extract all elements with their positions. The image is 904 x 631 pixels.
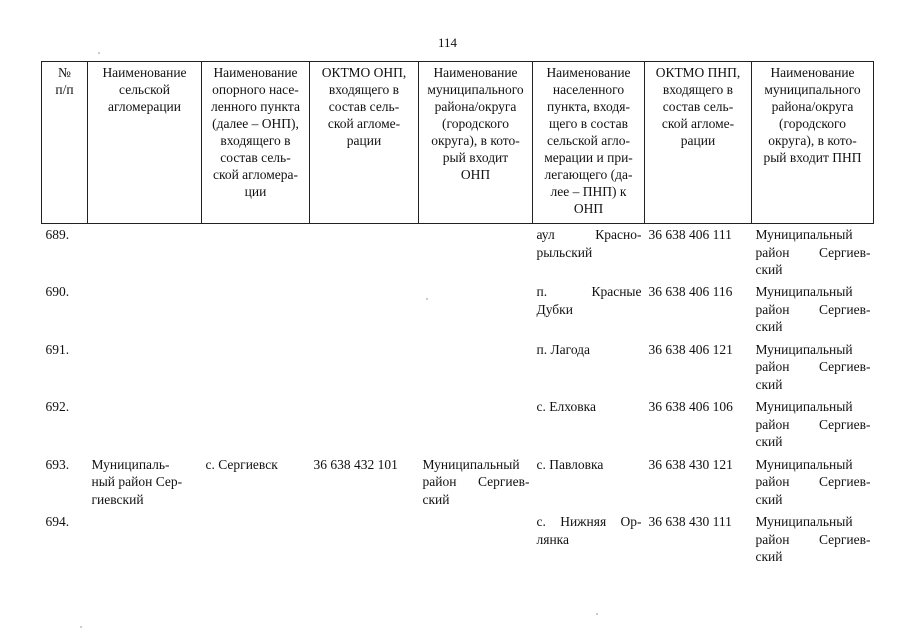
cell-pnp-oktmo: 36 638 430 111 (648, 514, 732, 529)
header-line: входящего в (328, 82, 400, 97)
scan-speck (98, 52, 100, 54)
header-line: лее – ПНП) к (550, 184, 627, 199)
header-line: муниципального (764, 82, 861, 97)
pnp-district-word: Сергиев- (818, 301, 871, 317)
pnp-name-line (537, 301, 642, 319)
cell-onp-district (419, 281, 533, 339)
cell-number: 694. (45, 514, 70, 529)
cell-pnp-oktmo: 36 638 406 116 (648, 284, 733, 299)
pnp-name-line (537, 244, 642, 262)
header-line: мерации и при- (544, 150, 633, 165)
pnp-name-word: Красные (591, 284, 642, 299)
pnp-district-word: Муниципальный (755, 341, 853, 357)
pnp-name-word: рыльский (536, 244, 593, 260)
header-line: п/п (55, 82, 74, 97)
cell-pnp-district (752, 281, 874, 339)
cell-onp-oktmo (310, 281, 419, 339)
pnp-district-line (756, 513, 871, 531)
cell-pnp-name (533, 224, 645, 282)
header-pnp-oktmo (645, 62, 752, 224)
cell-onp-oktmo (310, 224, 419, 282)
pnp-district-line (756, 261, 871, 279)
pnp-district-word: ский (755, 262, 783, 277)
agglomeration-word: Муниципаль- (91, 456, 170, 472)
header-pnp-district (752, 62, 874, 224)
pnp-district-word: Муниципальный (755, 514, 853, 529)
pnp-district-word: ский (755, 549, 783, 564)
header-line: Наименование (770, 65, 855, 80)
pnp-district-line (756, 283, 871, 301)
pnp-district-line (756, 341, 871, 359)
header-line: сельской агло- (546, 133, 631, 148)
header-line: состав сель- (220, 150, 291, 165)
header-line: (городского (779, 116, 846, 131)
header-line: (городского (442, 116, 509, 131)
pnp-name-word: п. (536, 284, 548, 299)
cell-pnp-oktmo: 36 638 406 111 (648, 227, 732, 242)
onp-district-word: ский (422, 491, 450, 507)
pnp-district-word: Муниципальный (755, 284, 853, 299)
pnp-district-line (756, 416, 871, 434)
cell-onp-district (419, 396, 533, 454)
cell-onp-name (202, 511, 310, 569)
cell-onp-oktmo (310, 339, 419, 397)
header-onp-district (419, 62, 533, 224)
header-line: района/округа (771, 99, 854, 114)
header-line: ской агломера- (212, 167, 299, 182)
cell-onp-name (202, 396, 310, 454)
pnp-district-word: район (755, 244, 790, 260)
pnp-name-line (537, 341, 642, 359)
header-line: агломерации (107, 99, 182, 114)
header-agglomeration (88, 62, 202, 224)
cell-agglomeration (88, 339, 202, 397)
cell-onp-name: с. Сергиевск (205, 456, 278, 472)
header-line: легающего (да- (544, 167, 633, 182)
pnp-district-word: район (755, 531, 790, 547)
cell-pnp-name (533, 511, 645, 569)
header-line: ленного пункта (211, 99, 300, 114)
pnp-district-word: Муниципальный (755, 399, 853, 414)
header-line: сельской (119, 82, 170, 97)
header-line: входящего в (220, 133, 291, 148)
agglomeration-line (92, 491, 199, 509)
header-line: рации (346, 133, 382, 148)
cell-pnp-name (533, 281, 645, 339)
pnp-district-word: Сергиев- (818, 359, 871, 374)
cell-pnp-name (533, 454, 645, 512)
header-line: рый входит ПНП (763, 150, 862, 165)
pnp-district-word: ский (755, 376, 783, 392)
cell-agglomeration (88, 224, 202, 282)
header-line: Наименование (102, 65, 187, 80)
pnp-district-word: район (755, 416, 790, 432)
agglomeration-line (92, 473, 199, 491)
pnp-district-word: Сергиев- (818, 244, 871, 260)
header-line: ОНП (573, 201, 604, 216)
header-line: округа), в кото- (431, 133, 520, 148)
pnp-district-word: район (755, 359, 790, 374)
pnp-name-line (537, 531, 642, 549)
page-number: 114 (438, 35, 458, 50)
pnp-district-line (756, 456, 871, 474)
cell-pnp-district (752, 511, 874, 569)
pnp-district-line (756, 376, 871, 394)
cell-onp-name (202, 224, 310, 282)
header-number (42, 62, 88, 224)
header-line: состав сель- (328, 99, 400, 114)
cell-pnp-oktmo: 36 638 406 106 (648, 399, 733, 414)
pnp-district-line (756, 226, 871, 244)
pnp-district-word: район (755, 301, 790, 317)
header-line: ОКТМО ОНП, (321, 65, 407, 80)
header-line: № (58, 65, 71, 80)
cell-pnp-district (752, 224, 874, 282)
pnp-district-line (756, 301, 871, 319)
cell-number: 691. (45, 341, 70, 357)
cell-pnp-district (752, 396, 874, 454)
agglomeration-word: ный район Сер- (91, 474, 183, 489)
pnp-district-word: Сергиев- (818, 474, 871, 489)
cell-agglomeration (88, 454, 202, 512)
header-line: ОНП (460, 167, 491, 182)
cell-number: 693. (45, 456, 70, 472)
scan-speck (80, 626, 82, 628)
cell-onp-oktmo (310, 396, 419, 454)
pnp-district-line (756, 318, 871, 336)
cell-onp-oktmo: 36 638 432 101 (313, 456, 398, 472)
pnp-district-line (756, 548, 871, 566)
table-row (42, 224, 874, 282)
pnp-name-word: п. Лагода (536, 341, 591, 357)
pnp-name-word: Ор- (620, 514, 642, 529)
cell-onp-oktmo (310, 511, 419, 569)
agglomeration-line (92, 456, 199, 474)
header-line: Наименование (546, 65, 631, 80)
header-line: муниципального (427, 82, 524, 97)
header-line: Наименование (433, 65, 518, 80)
cell-number: 689. (45, 227, 70, 242)
pnp-district-word: ский (755, 319, 783, 334)
pnp-name-line (537, 398, 642, 416)
cell-agglomeration (88, 396, 202, 454)
pnp-district-word: Муниципальный (755, 227, 853, 242)
header-line: Наименование (213, 65, 298, 80)
cell-pnp-oktmo: 36 638 430 121 (648, 456, 733, 472)
cell-number: 690. (45, 284, 70, 299)
pnp-district-line (756, 398, 871, 416)
header-line: опорного насе- (212, 82, 299, 97)
cell-onp-district (419, 511, 533, 569)
table-row (42, 281, 874, 339)
pnp-district-line (756, 491, 871, 509)
agglomeration-word: гиевский (91, 491, 144, 507)
pnp-district-line (756, 531, 871, 549)
header-line: ской агломе- (327, 116, 401, 131)
header-line: населенного (552, 82, 625, 97)
scan-speck (426, 298, 428, 300)
header-line: (далее – ОНП), (212, 116, 299, 131)
header-line: округа), в кото- (768, 133, 857, 148)
cell-pnp-district (752, 454, 874, 512)
pnp-name-word: аул (536, 227, 555, 242)
table-row (42, 396, 874, 454)
onp-district-word: Сергиев- (477, 474, 530, 489)
header-line: рации (680, 133, 716, 148)
cell-pnp-name (533, 396, 645, 454)
header-line: щего в состав (549, 116, 628, 131)
table-body (42, 224, 874, 569)
pnp-district-word: ский (755, 434, 783, 449)
pnp-district-word: Сергиев- (818, 416, 871, 432)
header-line: ОКТМО ПНП, (655, 65, 741, 80)
pnp-name-word: с. (536, 514, 546, 529)
table-row (42, 339, 874, 397)
cell-onp-district (419, 339, 533, 397)
pnp-name-word: Нижняя (560, 514, 607, 529)
onp-district-line (423, 491, 530, 509)
cell-agglomeration (88, 511, 202, 569)
agglomeration-table (41, 61, 874, 569)
pnp-district-word: Сергиев- (818, 531, 871, 547)
onp-district-line (423, 456, 530, 474)
pnp-district-line (756, 358, 871, 376)
pnp-district-line (756, 473, 871, 491)
header-pnp-name (533, 62, 645, 224)
header-line: пункта, входя- (547, 99, 630, 114)
pnp-name-line (537, 513, 642, 531)
pnp-district-line (756, 433, 871, 451)
cell-number: 692. (45, 399, 70, 414)
pnp-name-line (537, 283, 642, 301)
cell-agglomeration (88, 281, 202, 339)
cell-onp-name (202, 339, 310, 397)
cell-onp-district (419, 224, 533, 282)
onp-district-word: Муниципальный (422, 456, 520, 472)
cell-pnp-name (533, 339, 645, 397)
pnp-district-line (756, 244, 871, 262)
cell-onp-district (419, 454, 533, 512)
cell-pnp-oktmo: 36 638 406 121 (648, 341, 733, 357)
table-header-row (42, 62, 874, 224)
table-row (42, 511, 874, 569)
pnp-name-word: Дубки (536, 301, 573, 317)
pnp-name-word: лянка (536, 531, 570, 547)
pnp-district-word: ский (755, 491, 783, 507)
pnp-district-word: район (755, 474, 790, 489)
pnp-name-word: с. Елховка (536, 399, 596, 414)
table-row (42, 454, 874, 512)
scan-speck (596, 613, 598, 615)
header-onp-name (202, 62, 310, 224)
header-line: ской агломе- (661, 116, 735, 131)
header-line: состав сель- (662, 99, 734, 114)
pnp-name-word: с. Павловка (536, 456, 604, 472)
pnp-name-line (537, 226, 642, 244)
header-line: входящего в (662, 82, 734, 97)
cell-onp-name (202, 281, 310, 339)
onp-district-line (423, 473, 530, 491)
header-line: ции (244, 184, 267, 199)
header-line: района/округа (434, 99, 517, 114)
header-line: рый входит (442, 150, 509, 165)
pnp-name-line (537, 456, 642, 474)
pnp-name-word: Красно- (595, 227, 642, 242)
header-onp-oktmo (310, 62, 419, 224)
pnp-district-word: Муниципальный (755, 456, 853, 472)
onp-district-word: район (422, 474, 457, 489)
cell-pnp-district (752, 339, 874, 397)
